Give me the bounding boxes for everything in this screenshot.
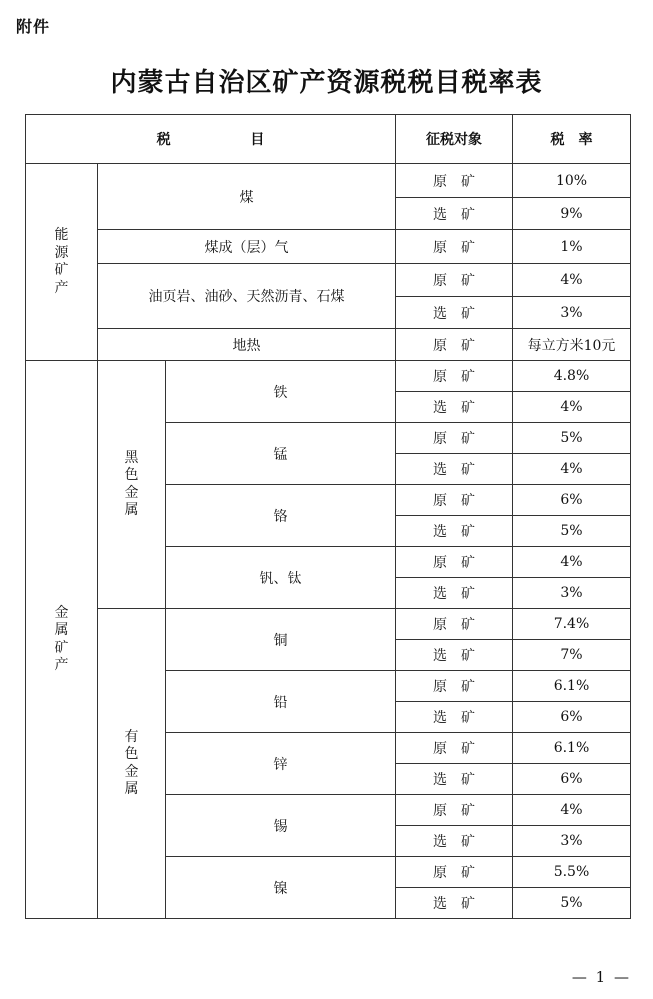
object-raw: 原 矿	[396, 423, 513, 454]
object-raw: 原 矿	[396, 264, 513, 297]
item-zinc: 锌	[166, 733, 396, 795]
rate-cell: 5.5%	[513, 857, 631, 888]
item-manganese: 锰	[166, 423, 396, 485]
object-dressed: 选 矿	[396, 198, 513, 230]
table-row	[26, 230, 631, 264]
object-dressed: 选 矿	[396, 516, 513, 547]
item-oil-shale: 油页岩、油砂、天然沥青、石煤	[98, 264, 396, 329]
rate-cell: 5%	[513, 423, 631, 454]
attachment-label: 附件	[16, 17, 51, 36]
rate-cell: 4%	[513, 795, 631, 826]
header-item-left: 税	[156, 132, 171, 148]
item-coal: 煤	[98, 164, 396, 230]
header-item-right: 目	[250, 132, 265, 148]
tax-rate-table	[25, 114, 631, 919]
page-title: 内蒙古自治区矿产资源税税目税率表	[110, 68, 543, 98]
rate-cell: 3%	[513, 578, 631, 609]
rate-cell: 6.1%	[513, 733, 631, 764]
object-dressed: 选 矿	[396, 764, 513, 795]
rate-cell: 4%	[513, 454, 631, 485]
rate-cell: 6%	[513, 764, 631, 795]
header-rate: 税 率	[513, 115, 631, 164]
table-row	[26, 264, 631, 297]
item-copper: 铜	[166, 609, 396, 671]
group-energy: 能源矿产	[26, 164, 98, 361]
rate-cell: 4.8%	[513, 361, 631, 392]
object-raw: 原 矿	[396, 329, 513, 361]
rate-cell: 5%	[513, 888, 631, 919]
item-iron: 铁	[166, 361, 396, 423]
rate-cell: 4%	[513, 264, 631, 297]
item-lead: 铅	[166, 671, 396, 733]
object-dressed: 选 矿	[396, 297, 513, 329]
item-tin: 锡	[166, 795, 396, 857]
rate-cell: 每立方米10元	[513, 329, 631, 361]
object-raw: 原 矿	[396, 164, 513, 198]
object-dressed: 选 矿	[396, 640, 513, 671]
rate-cell: 9%	[513, 198, 631, 230]
table-row	[26, 361, 631, 392]
group-ferrous: 黑色金属	[98, 361, 166, 609]
page-number: — 1 —	[571, 968, 631, 986]
rate-cell: 5%	[513, 516, 631, 547]
rate-cell: 6.1%	[513, 671, 631, 702]
table-row	[26, 609, 631, 640]
rate-cell: 3%	[513, 826, 631, 857]
header-item	[26, 115, 396, 164]
rate-cell: 4%	[513, 392, 631, 423]
table-row	[26, 164, 631, 198]
object-dressed: 选 矿	[396, 392, 513, 423]
object-dressed: 选 矿	[396, 888, 513, 919]
header-object: 征税对象	[396, 115, 513, 164]
item-chromium: 铬	[166, 485, 396, 547]
object-dressed: 选 矿	[396, 702, 513, 733]
item-coalbed-methane: 煤成（层）气	[98, 230, 396, 264]
object-raw: 原 矿	[396, 795, 513, 826]
rate-cell: 3%	[513, 297, 631, 329]
item-nickel: 镍	[166, 857, 396, 919]
object-raw: 原 矿	[396, 733, 513, 764]
object-raw: 原 矿	[396, 857, 513, 888]
rate-cell: 10%	[513, 164, 631, 198]
rate-cell: 7%	[513, 640, 631, 671]
object-dressed: 选 矿	[396, 454, 513, 485]
item-vanadium-titanium: 钒、钛	[166, 547, 396, 609]
rate-cell: 7.4%	[513, 609, 631, 640]
object-dressed: 选 矿	[396, 578, 513, 609]
object-dressed: 选 矿	[396, 826, 513, 857]
item-geothermal: 地热	[98, 329, 396, 361]
rate-cell: 4%	[513, 547, 631, 578]
rate-cell: 6%	[513, 702, 631, 733]
group-nonferrous: 有色金属	[98, 609, 166, 919]
object-raw: 原 矿	[396, 485, 513, 516]
object-raw: 原 矿	[396, 609, 513, 640]
table-header-row	[26, 115, 631, 164]
group-metal: 金属矿产	[26, 361, 98, 919]
table-row	[26, 329, 631, 361]
object-raw: 原 矿	[396, 547, 513, 578]
object-raw: 原 矿	[396, 671, 513, 702]
object-raw: 原 矿	[396, 230, 513, 264]
rate-cell: 1%	[513, 230, 631, 264]
rate-cell: 6%	[513, 485, 631, 516]
object-raw: 原 矿	[396, 361, 513, 392]
